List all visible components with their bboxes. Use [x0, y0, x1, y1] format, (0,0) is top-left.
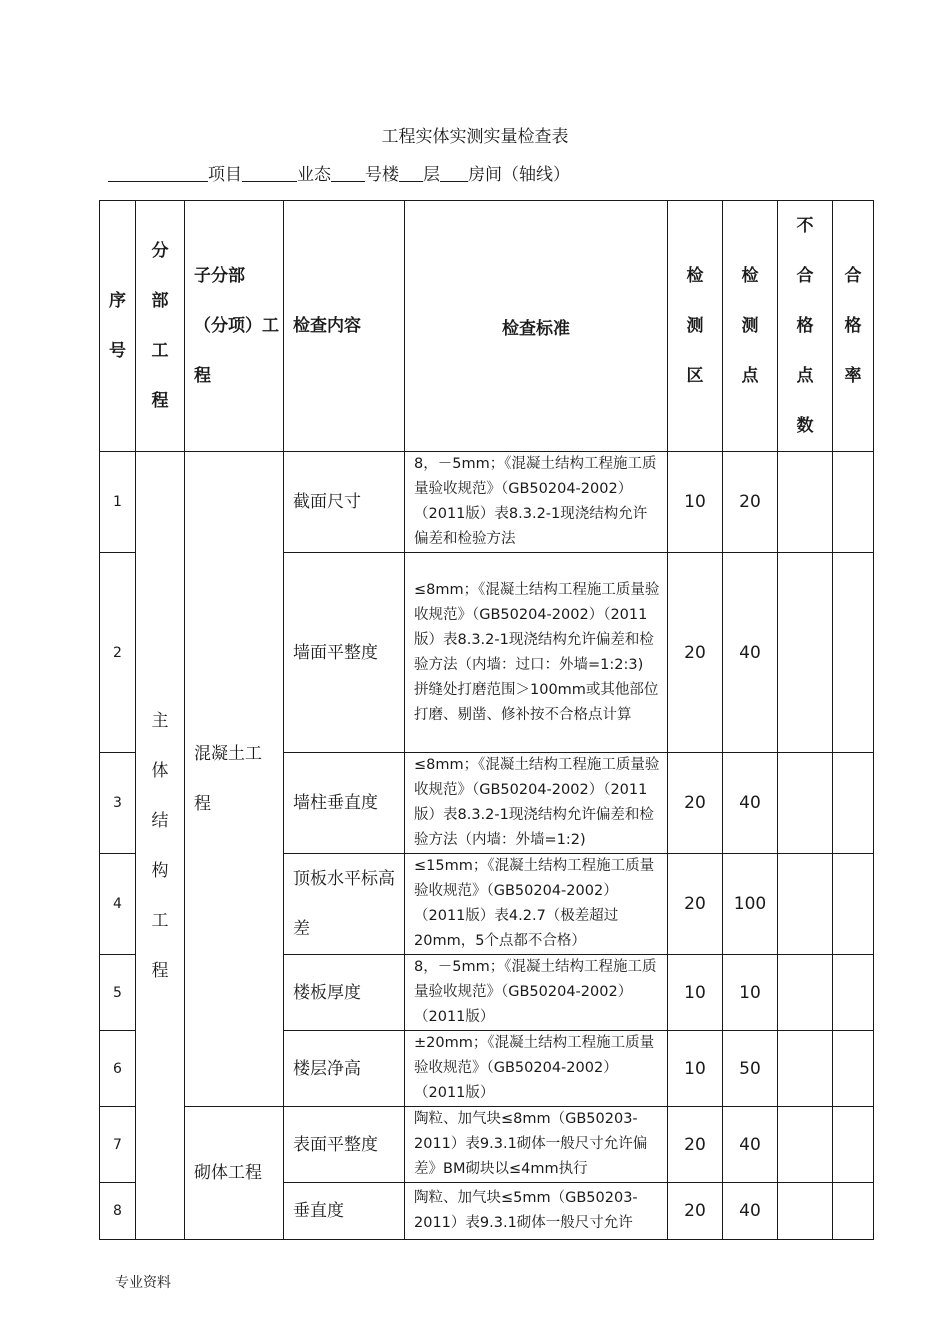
- standard-cell: 8，－5mm；《混凝土结构工程施工质量验收规范》（GB50204-2002）（2011版）: [405, 955, 668, 1031]
- seq-cell: 8: [100, 1183, 136, 1240]
- zones-cell: 10: [668, 452, 723, 553]
- points-cell: 40: [723, 553, 778, 753]
- points-cell: 20: [723, 452, 778, 553]
- header-zones-text: 检 测 区: [686, 266, 704, 386]
- label-project: 项目: [208, 165, 242, 185]
- content-cell: 墙柱垂直度: [284, 753, 405, 854]
- room-blank: [440, 163, 468, 182]
- zones-cell: 10: [668, 955, 723, 1031]
- content-cell: 垂直度: [284, 1183, 405, 1240]
- points-cell: 100: [723, 854, 778, 955]
- content-cell: 顶板水平标高差: [284, 854, 405, 955]
- seq-cell: 3: [100, 753, 136, 854]
- failed-cell[interactable]: [778, 1183, 833, 1240]
- standard-cell: [405, 553, 668, 753]
- header-seq-text: 序 号: [109, 291, 126, 361]
- header-division-text: 分 部 工 程: [151, 241, 169, 411]
- footer-text: 专业资料: [115, 1275, 171, 1291]
- header-rate: [833, 201, 874, 452]
- subdivision-concrete-line2: 程: [194, 794, 211, 814]
- header-row: [100, 201, 874, 452]
- zones-cell: 20: [668, 553, 723, 753]
- header-content: 检查内容: [284, 201, 405, 452]
- points-cell: 40: [723, 753, 778, 854]
- points-cell: 40: [723, 1183, 778, 1240]
- header-rate-text: 合 格 率: [844, 266, 862, 386]
- header-points: [723, 201, 778, 452]
- header-subdivision-line2: （分项）工: [194, 316, 279, 336]
- standard-cell: ±20mm；《混凝土结构工程施工质量验收规范》（GB50204-2002）（2011版）: [405, 1031, 668, 1107]
- content-cell: 楼板厚度: [284, 955, 405, 1031]
- header-points-text: 检 测 点: [741, 266, 759, 386]
- label-room: 房间（轴线）: [468, 165, 570, 185]
- standard-extra-text: 拼缝处打磨范围＞100mm或其他部位打磨、剔凿、修补按不合格点计算: [414, 681, 659, 723]
- content-cell: 墙面平整度: [284, 553, 405, 753]
- standard-cell: ≤8mm；《混凝土结构工程施工质量验收规范》（GB50204-2002）（2011版）表8.3.2-1现浇结构允许偏差和检验方法（内墙：外墙=1:2): [405, 753, 668, 854]
- rate-cell[interactable]: [833, 1183, 874, 1240]
- standard-cell: ≤15mm；《混凝土结构工程施工质量验收规范》（GB50204-2002）（2011版）表4.2.7（极差超过20mm，5个点都不合格）: [405, 854, 668, 955]
- content-cell: 截面尺寸: [284, 452, 405, 553]
- rate-cell[interactable]: [833, 955, 874, 1031]
- points-cell: 50: [723, 1031, 778, 1107]
- subdivision-concrete-line1: 混凝土工: [194, 744, 262, 764]
- failed-cell[interactable]: [778, 553, 833, 753]
- header-failed: [778, 201, 833, 452]
- failed-cell[interactable]: [778, 452, 833, 553]
- subdivision-masonry-cell: 砌体工程: [185, 1107, 284, 1240]
- zones-cell: 20: [668, 1183, 723, 1240]
- failed-cell[interactable]: [778, 1031, 833, 1107]
- standard-cell: 陶粒、加气块≤5mm（GB50203-2011）表9.3.1砌体一般尺寸允许: [405, 1183, 668, 1240]
- building-blank: [331, 163, 365, 182]
- seq-cell: 6: [100, 1031, 136, 1107]
- rate-cell[interactable]: [833, 854, 874, 955]
- header-subdivision-line1: 子分部: [194, 266, 245, 286]
- zones-cell: 10: [668, 1031, 723, 1107]
- failed-cell[interactable]: [778, 854, 833, 955]
- header-zones: [668, 201, 723, 452]
- inspection-table: [99, 200, 874, 1240]
- failed-cell[interactable]: [778, 753, 833, 854]
- standard-text: ≤8mm；《混凝土结构工程施工质量验收规范》（GB50204-2002）（2011版）表8.3.2-1现浇结构允许偏差和检验方法（内墙：过口：外墙=1:2:3): [414, 581, 660, 673]
- failed-cell[interactable]: [778, 955, 833, 1031]
- content-cell: 表面平整度: [284, 1107, 405, 1183]
- label-format: 业态: [297, 165, 331, 185]
- standard-cell: 8，－5mm；《混凝土结构工程施工质量验收规范》（GB50204-2002）（2011版）表8.3.2-1现浇结构允许偏差和检验方法: [405, 452, 668, 553]
- header-subdivision: [185, 201, 284, 452]
- table-row: [100, 1107, 874, 1183]
- standard-cell: 陶粒、加气块≤8mm（GB50203-2011）表9.3.1砌体一般尺寸允许偏差》BM砌块以≤4mm执行: [405, 1107, 668, 1183]
- rate-cell[interactable]: [833, 553, 874, 753]
- division-cell: [136, 452, 185, 1240]
- header-division: [136, 201, 185, 452]
- seq-cell: 2: [100, 553, 136, 753]
- header-seq: [100, 201, 136, 452]
- location-info-line: [108, 163, 570, 187]
- format-blank: [242, 163, 297, 182]
- label-floor: 层: [423, 165, 440, 185]
- rate-cell[interactable]: [833, 753, 874, 854]
- seq-cell: 1: [100, 452, 136, 553]
- points-cell: 10: [723, 955, 778, 1031]
- seq-cell: 7: [100, 1107, 136, 1183]
- header-failed-text: 不 合 格 点 数: [796, 216, 814, 436]
- zones-cell: 20: [668, 1107, 723, 1183]
- floor-blank: [399, 163, 423, 182]
- table-row: [100, 452, 874, 553]
- header-subdivision-line3: 程: [194, 366, 211, 386]
- content-cell: 楼层净高: [284, 1031, 405, 1107]
- failed-cell[interactable]: [778, 1107, 833, 1183]
- division-label: 主 体 结 构 工 程: [151, 710, 169, 981]
- zones-cell: 20: [668, 854, 723, 955]
- seq-cell: 5: [100, 955, 136, 1031]
- label-building: 号楼: [365, 165, 399, 185]
- rate-cell[interactable]: [833, 1031, 874, 1107]
- document-title: 工程实体实测实量检查表: [381, 127, 569, 147]
- subdivision-concrete-cell: [185, 452, 284, 1107]
- points-cell: 40: [723, 1107, 778, 1183]
- seq-cell: 4: [100, 854, 136, 955]
- rate-cell[interactable]: [833, 1107, 874, 1183]
- zones-cell: 20: [668, 753, 723, 854]
- header-standard: 检查标准: [405, 201, 668, 452]
- project-blank: [108, 163, 208, 182]
- rate-cell[interactable]: [833, 452, 874, 553]
